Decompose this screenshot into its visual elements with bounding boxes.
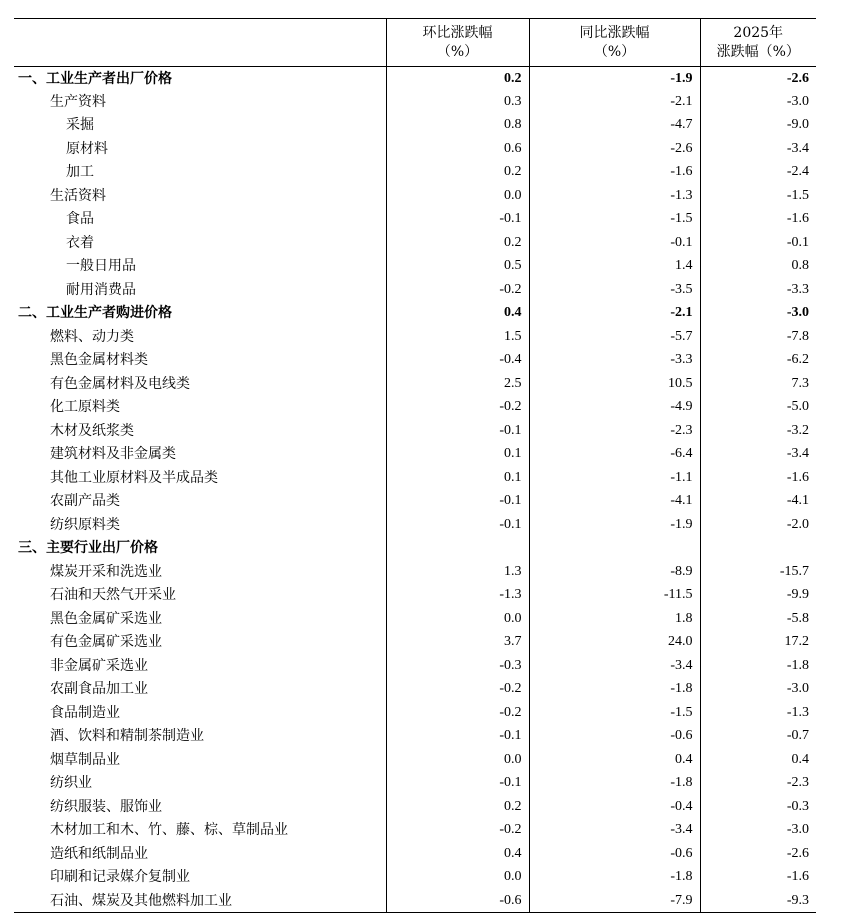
table-row <box>14 231 816 255</box>
table-row <box>14 114 816 138</box>
table-row <box>14 607 816 631</box>
row-category: 燃料、动力类 <box>50 328 134 345</box>
row-category: 有色金属材料及电线类 <box>50 375 190 392</box>
row-yoy-value: -1.6 <box>529 161 700 185</box>
row-category: 生产资料 <box>50 93 106 110</box>
row-category: 生活资料 <box>50 187 106 204</box>
row-ytd-value: -9.0 <box>700 114 816 138</box>
row-yoy-value: -0.6 <box>529 842 700 866</box>
row-yoy-value: -2.3 <box>529 419 700 443</box>
table-row <box>14 443 816 467</box>
row-category: 烟草制品业 <box>50 751 120 768</box>
row-mom-value: 0.6 <box>386 137 529 161</box>
row-category: 农副食品加工业 <box>50 681 148 698</box>
row-ytd-value: -9.3 <box>700 889 816 913</box>
row-mom-value: -0.1 <box>386 725 529 749</box>
table-row <box>14 772 816 796</box>
table-row <box>14 631 816 655</box>
row-yoy-value: 0.4 <box>529 748 700 772</box>
row-category: 印刷和记录媒介复制业 <box>50 869 190 886</box>
row-category: 化工原料类 <box>50 399 120 416</box>
row-category: 纺织原料类 <box>50 516 120 533</box>
table-row <box>14 889 816 913</box>
header-ytd-line2: 涨跌幅（%） <box>716 43 800 60</box>
table-row <box>14 349 816 373</box>
table-row <box>14 654 816 678</box>
row-mom-value: -0.1 <box>386 513 529 537</box>
row-mom-value: 0.0 <box>386 184 529 208</box>
header-ytd-line1: 2025年 <box>733 24 784 41</box>
table-row <box>14 90 816 114</box>
row-ytd-value: -1.6 <box>700 866 816 890</box>
row-category: 建筑材料及非金属类 <box>50 446 176 463</box>
row-yoy-value: -2.1 <box>529 302 700 326</box>
row-mom-value: 0.2 <box>386 795 529 819</box>
row-ytd-value: -1.6 <box>700 208 816 232</box>
row-category: 食品 <box>66 211 94 228</box>
row-category: 木材及纸浆类 <box>50 422 134 439</box>
table-row <box>14 137 816 161</box>
row-ytd-value: -1.5 <box>700 184 816 208</box>
row-category: 衣着 <box>66 234 94 251</box>
row-mom-value: -0.3 <box>386 654 529 678</box>
row-yoy-value: -6.4 <box>529 443 700 467</box>
row-yoy-value: -11.5 <box>529 584 700 608</box>
row-yoy-value: -1.8 <box>529 772 700 796</box>
row-mom-value: -0.2 <box>386 678 529 702</box>
table-row <box>14 255 816 279</box>
table-row <box>14 795 816 819</box>
row-yoy-value: -1.3 <box>529 184 700 208</box>
header-mom-line2: （%） <box>436 43 479 60</box>
row-ytd-value: -0.1 <box>700 231 816 255</box>
header-yoy <box>529 19 700 67</box>
row-yoy-value: -1.8 <box>529 866 700 890</box>
row-category: 酒、饮料和精制茶制造业 <box>50 728 204 745</box>
price-index-table <box>14 18 816 913</box>
table-row <box>14 866 816 890</box>
row-ytd-value: 0.8 <box>700 255 816 279</box>
table-row <box>14 678 816 702</box>
row-category: 三、主要行业出厂价格 <box>18 540 158 557</box>
table-row <box>14 278 816 302</box>
table-row <box>14 67 816 91</box>
row-category: 非金属矿采选业 <box>50 657 148 674</box>
row-mom-value: 0.1 <box>386 466 529 490</box>
row-yoy-value: -1.9 <box>529 513 700 537</box>
row-category: 农副产品类 <box>50 493 120 510</box>
row-yoy-value: -3.4 <box>529 819 700 843</box>
row-mom-value: 0.4 <box>386 302 529 326</box>
row-mom-value: 1.3 <box>386 560 529 584</box>
row-ytd-value: -1.3 <box>700 701 816 725</box>
row-category: 石油、煤炭及其他燃料加工业 <box>14 889 386 913</box>
row-yoy-value: -1.8 <box>529 678 700 702</box>
row-yoy-value: -1.5 <box>529 701 700 725</box>
table-row <box>14 560 816 584</box>
row-mom-value: 0.1 <box>386 443 529 467</box>
row-ytd-value: -3.3 <box>700 278 816 302</box>
row-category: 黑色金属材料类 <box>50 352 148 369</box>
row-category: 二、工业生产者购进价格 <box>18 305 172 322</box>
row-category: 加工 <box>66 164 94 181</box>
row-ytd-value: 17.2 <box>700 631 816 655</box>
row-yoy-value: -5.7 <box>529 325 700 349</box>
row-yoy-value: -0.6 <box>529 725 700 749</box>
row-ytd-value: -2.0 <box>700 513 816 537</box>
row-yoy-value: -0.1 <box>529 231 700 255</box>
table-row <box>14 701 816 725</box>
table-row <box>14 842 816 866</box>
row-yoy-value: -1.5 <box>529 208 700 232</box>
row-category: 耐用消费品 <box>66 281 136 298</box>
row-ytd-value: -7.8 <box>700 325 816 349</box>
row-ytd-value: -3.0 <box>700 302 816 326</box>
row-ytd-value: 7.3 <box>700 372 816 396</box>
row-yoy-value <box>529 537 700 561</box>
row-yoy-value: -2.6 <box>529 137 700 161</box>
row-yoy-value: -1.9 <box>529 67 700 91</box>
table-row <box>14 466 816 490</box>
row-mom-value: -0.2 <box>386 278 529 302</box>
row-ytd-value: -1.8 <box>700 654 816 678</box>
row-ytd-value <box>700 537 816 561</box>
row-ytd-value: -3.4 <box>700 443 816 467</box>
row-yoy-value: -0.4 <box>529 795 700 819</box>
table-row <box>14 302 816 326</box>
table-row <box>14 419 816 443</box>
table-row <box>14 396 816 420</box>
table-row <box>14 490 816 514</box>
row-mom-value: -0.1 <box>386 772 529 796</box>
row-mom-value: -0.1 <box>386 419 529 443</box>
row-ytd-value: -0.3 <box>700 795 816 819</box>
row-category: 一、工业生产者出厂价格 <box>18 70 172 87</box>
row-category: 食品制造业 <box>50 704 120 721</box>
table-row <box>14 208 816 232</box>
row-yoy-value: -3.5 <box>529 278 700 302</box>
row-ytd-value: -6.2 <box>700 349 816 373</box>
row-yoy-value: -4.1 <box>529 490 700 514</box>
row-ytd-value: -3.0 <box>700 819 816 843</box>
row-yoy-value: -3.3 <box>529 349 700 373</box>
row-mom-value: 2.5 <box>386 372 529 396</box>
row-yoy-value: -4.7 <box>529 114 700 138</box>
table-row <box>14 537 816 561</box>
row-category: 纺织业 <box>50 775 92 792</box>
row-mom-value: 3.7 <box>386 631 529 655</box>
row-category: 造纸和纸制品业 <box>50 845 148 862</box>
table-body <box>14 67 816 913</box>
header-category <box>14 19 386 67</box>
row-mom-value: -0.1 <box>386 208 529 232</box>
header-row <box>14 19 816 67</box>
row-category: 采掘 <box>66 117 94 134</box>
row-ytd-value: -0.7 <box>700 725 816 749</box>
row-mom-value: 0.2 <box>386 231 529 255</box>
header-yoy-line1: 同比涨跌幅 <box>579 24 650 41</box>
row-ytd-value: -3.2 <box>700 419 816 443</box>
row-ytd-value: -2.3 <box>700 772 816 796</box>
table-header <box>14 19 816 67</box>
row-yoy-value: -7.9 <box>529 889 700 913</box>
row-ytd-value: -3.0 <box>700 90 816 114</box>
row-mom-value: 0.0 <box>386 607 529 631</box>
row-yoy-value: -3.4 <box>529 654 700 678</box>
row-mom-value: -0.2 <box>386 819 529 843</box>
row-ytd-value: -2.4 <box>700 161 816 185</box>
row-mom-value: 1.5 <box>386 325 529 349</box>
table-row <box>14 184 816 208</box>
row-category: 其他工业原材料及半成品类 <box>50 469 218 486</box>
row-mom-value: 0.2 <box>386 161 529 185</box>
table-row <box>14 819 816 843</box>
row-mom-value: 0.0 <box>386 866 529 890</box>
table-row <box>14 584 816 608</box>
row-yoy-value: -8.9 <box>529 560 700 584</box>
row-ytd-value: -1.6 <box>700 466 816 490</box>
row-mom-value: 0.2 <box>386 67 529 91</box>
row-yoy-value: -1.1 <box>529 466 700 490</box>
row-mom-value: -0.6 <box>386 889 529 913</box>
row-ytd-value: -2.6 <box>700 67 816 91</box>
row-mom-value: -0.2 <box>386 396 529 420</box>
price-index-table-container <box>14 18 816 913</box>
table-row <box>14 161 816 185</box>
row-ytd-value: -2.6 <box>700 842 816 866</box>
table-row <box>14 748 816 772</box>
row-ytd-value: -9.9 <box>700 584 816 608</box>
table-row <box>14 372 816 396</box>
row-category: 纺织服装、服饰业 <box>50 798 162 815</box>
row-ytd-value: -5.8 <box>700 607 816 631</box>
row-mom-value: -0.2 <box>386 701 529 725</box>
row-mom-value: 0.3 <box>386 90 529 114</box>
header-ytd <box>700 19 816 67</box>
header-yoy-line2: （%） <box>593 43 636 60</box>
row-ytd-value: -4.1 <box>700 490 816 514</box>
row-yoy-value: 1.4 <box>529 255 700 279</box>
row-mom-value <box>386 537 529 561</box>
row-category: 木材加工和木、竹、藤、棕、草制品业 <box>50 822 288 839</box>
row-category: 有色金属矿采选业 <box>50 634 162 651</box>
row-mom-value: -1.3 <box>386 584 529 608</box>
row-mom-value: 0.4 <box>386 842 529 866</box>
row-ytd-value: -3.0 <box>700 678 816 702</box>
row-yoy-value: -4.9 <box>529 396 700 420</box>
row-yoy-value: 1.8 <box>529 607 700 631</box>
row-mom-value: 0.0 <box>386 748 529 772</box>
row-ytd-value: -3.4 <box>700 137 816 161</box>
header-mom-line1: 环比涨跌幅 <box>422 24 493 41</box>
row-category: 煤炭开采和洗选业 <box>50 563 162 580</box>
row-category: 黑色金属矿采选业 <box>50 610 162 627</box>
row-mom-value: 0.8 <box>386 114 529 138</box>
row-category: 一般日用品 <box>66 258 136 275</box>
row-mom-value: 0.5 <box>386 255 529 279</box>
row-yoy-value: 10.5 <box>529 372 700 396</box>
row-ytd-value: -5.0 <box>700 396 816 420</box>
header-mom <box>386 19 529 67</box>
table-row <box>14 513 816 537</box>
row-yoy-value: -2.1 <box>529 90 700 114</box>
row-ytd-value: 0.4 <box>700 748 816 772</box>
row-mom-value: -0.1 <box>386 490 529 514</box>
row-ytd-value: -15.7 <box>700 560 816 584</box>
table-row <box>14 325 816 349</box>
row-mom-value: -0.4 <box>386 349 529 373</box>
row-category: 原材料 <box>66 140 108 157</box>
table-row <box>14 725 816 749</box>
row-yoy-value: 24.0 <box>529 631 700 655</box>
row-category: 石油和天然气开采业 <box>50 587 176 604</box>
